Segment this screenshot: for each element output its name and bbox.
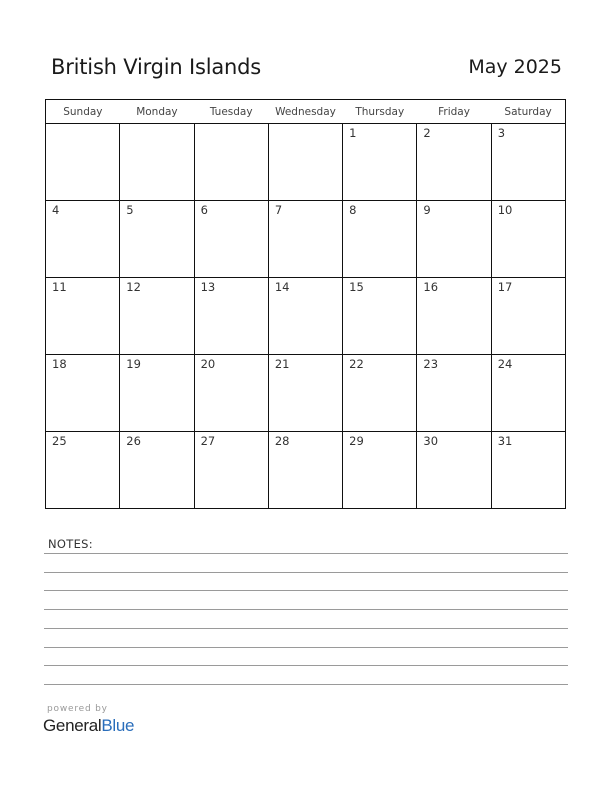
- weekday-header-row: [46, 100, 566, 124]
- logo-general-text: General: [43, 716, 102, 735]
- week-row: [46, 278, 566, 355]
- day-number: 19: [126, 357, 141, 371]
- weekday-wednesday: Wednesday: [268, 100, 342, 124]
- day-number: 9: [423, 203, 431, 217]
- day-number: 12: [126, 280, 141, 294]
- day-number: 23: [423, 357, 439, 371]
- day-number: [269, 124, 342, 126]
- day-number: [46, 124, 119, 126]
- weekday-friday: Friday: [417, 100, 491, 124]
- day-number: 24: [497, 357, 513, 371]
- day-number: 10: [497, 203, 513, 217]
- day-number: 18: [52, 357, 67, 371]
- logo-blue-text: Blue: [101, 716, 135, 735]
- day-cell: [120, 201, 194, 278]
- day-cell: [120, 278, 194, 355]
- week-row: [46, 432, 566, 509]
- weekday-thursday: Thursday: [343, 100, 417, 124]
- day-cell: [268, 278, 342, 355]
- week-row: [46, 124, 566, 201]
- day-number: [120, 124, 193, 126]
- day-number: 20: [200, 357, 216, 371]
- day-cell: [343, 355, 417, 432]
- day-cell: [46, 432, 120, 509]
- calendar-country-title: British Virgin Islands: [51, 55, 262, 79]
- day-number: 25: [52, 434, 67, 448]
- weekday-monday: Monday: [120, 100, 194, 124]
- day-number: 28: [274, 434, 290, 448]
- day-cell: [491, 201, 565, 278]
- day-cell: [343, 124, 417, 201]
- weekday-saturday: Saturday: [491, 100, 565, 124]
- day-number: 17: [497, 280, 513, 294]
- day-number: 8: [349, 203, 357, 217]
- day-cell: [491, 278, 565, 355]
- day-number: 27: [200, 434, 216, 448]
- weekday-tuesday: Tuesday: [194, 100, 268, 124]
- day-cell: [491, 355, 565, 432]
- notes-line: [44, 665, 568, 666]
- day-cell: [417, 201, 491, 278]
- day-number: 3: [497, 126, 506, 140]
- day-number: 29: [349, 434, 364, 448]
- day-cell: [491, 432, 565, 509]
- day-number: 16: [423, 280, 439, 294]
- weekday-sunday: Sunday: [46, 100, 120, 124]
- day-number: 21: [274, 357, 290, 371]
- day-cell: [417, 432, 491, 509]
- generalblue-logo[interactable]: [43, 716, 134, 736]
- day-cell: [491, 124, 565, 201]
- day-number: 1: [349, 126, 357, 140]
- notes-label: NOTES:: [48, 537, 93, 551]
- day-cell: [417, 278, 491, 355]
- week-row: [46, 201, 566, 278]
- day-cell: [46, 124, 120, 201]
- notes-line: [44, 628, 568, 629]
- calendar-grid: [45, 99, 566, 509]
- day-cell: [268, 355, 342, 432]
- day-number: 30: [423, 434, 439, 448]
- notes-line: [44, 647, 568, 648]
- day-cell: [417, 355, 491, 432]
- day-cell: [268, 432, 342, 509]
- notes-line: [44, 609, 568, 610]
- day-number: 11: [52, 280, 67, 294]
- notes-line: [44, 684, 568, 685]
- day-cell: [343, 201, 417, 278]
- day-number: 15: [349, 280, 364, 294]
- day-number: 5: [126, 203, 134, 217]
- day-number: 31: [497, 434, 513, 448]
- day-cell: [194, 278, 268, 355]
- day-cell: [120, 432, 194, 509]
- day-cell: [46, 355, 120, 432]
- day-cell: [194, 432, 268, 509]
- day-cell: [343, 278, 417, 355]
- day-cell: [194, 355, 268, 432]
- day-cell: [343, 432, 417, 509]
- day-cell: [194, 124, 268, 201]
- week-row: [46, 355, 566, 432]
- day-cell: [417, 124, 491, 201]
- notes-line: [44, 572, 568, 573]
- day-cell: [268, 124, 342, 201]
- day-number: 13: [200, 280, 216, 294]
- powered-by-text: powered by: [47, 704, 108, 714]
- day-number: 14: [274, 280, 290, 294]
- notes-line: [44, 590, 568, 591]
- notes-line: [44, 553, 568, 554]
- day-number: [195, 124, 268, 126]
- day-number: 4: [52, 203, 60, 217]
- day-number: 26: [126, 434, 141, 448]
- day-number: 6: [200, 203, 208, 217]
- day-cell: [46, 278, 120, 355]
- day-cell: [120, 355, 194, 432]
- day-cell: [46, 201, 120, 278]
- day-cell: [120, 124, 194, 201]
- day-number: 22: [349, 357, 364, 371]
- day-cell: [194, 201, 268, 278]
- day-number: 7: [274, 203, 283, 217]
- day-number: 2: [423, 126, 431, 140]
- day-cell: [268, 201, 342, 278]
- calendar-month-year: May 2025: [468, 56, 562, 78]
